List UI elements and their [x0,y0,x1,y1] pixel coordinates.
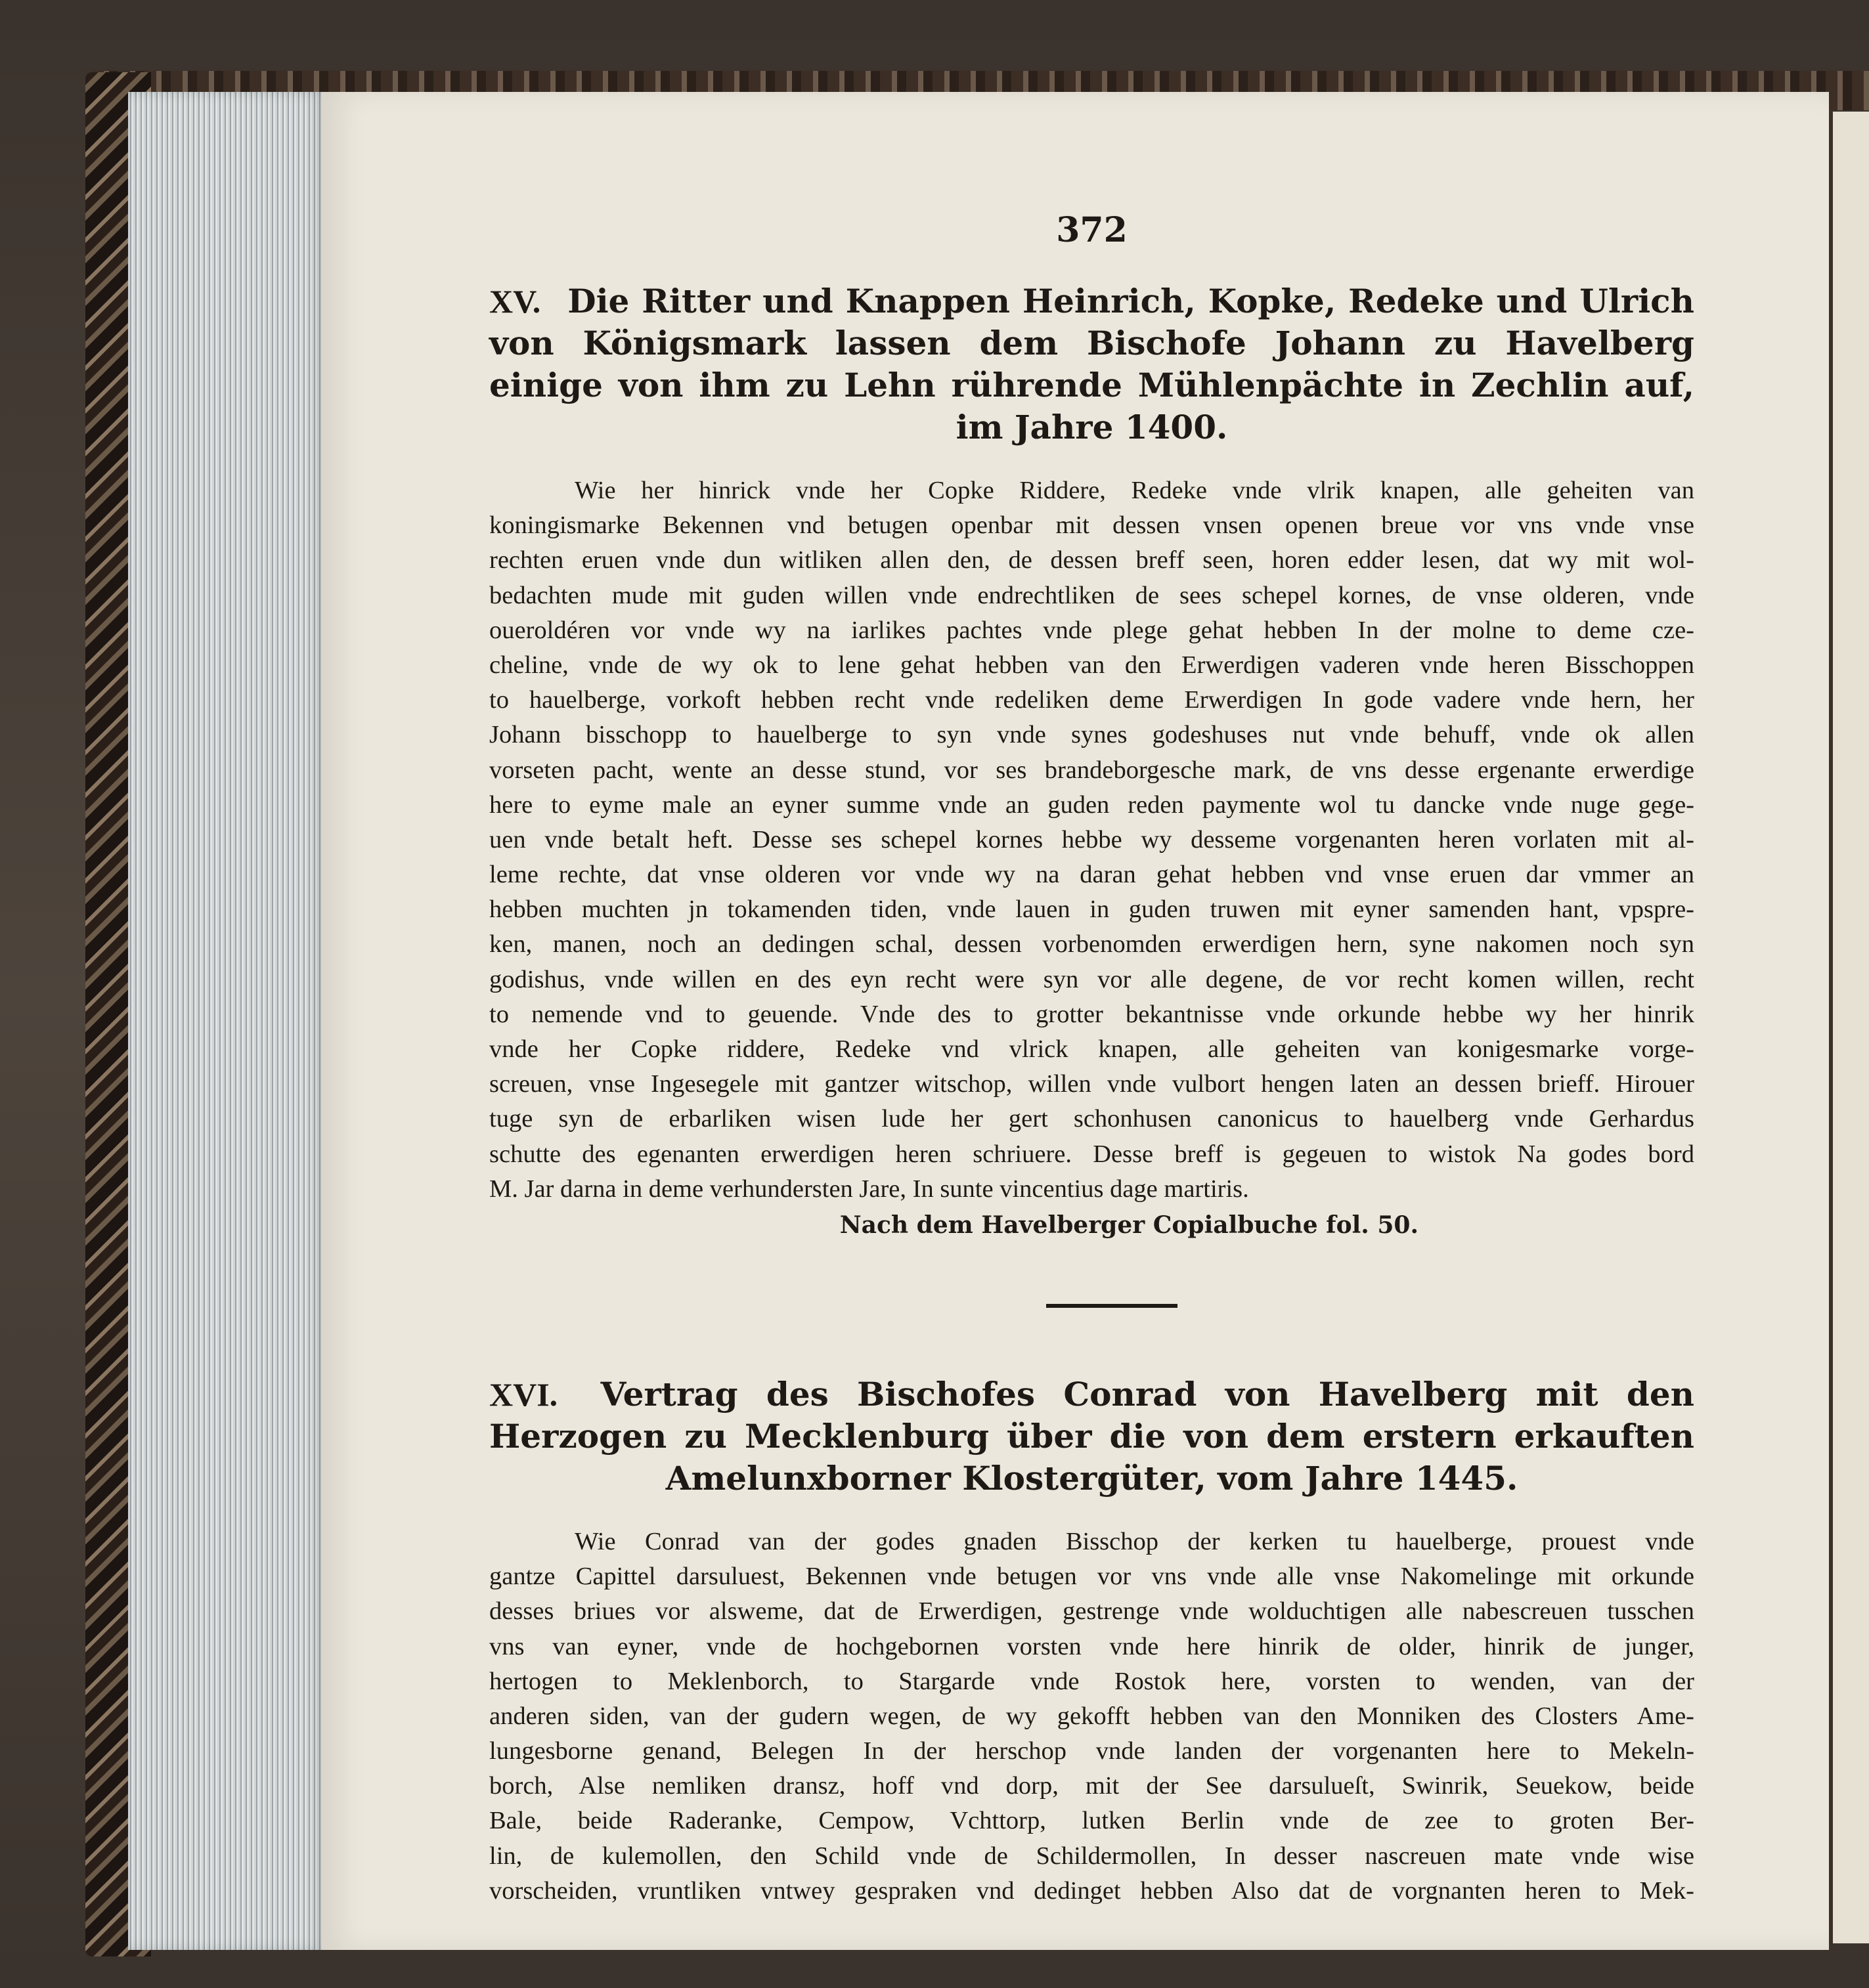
text-line: cheline, vnde de wy ok to lene gehat hebben van den Erwerdigen vaderen vnde heren Bisschoppen [489,651,1694,679]
text-line: screuen, vnse Ingesegele mit gantzer witschop, willen vnde vulbort hengen laten an dessen brieff. Hirouer [489,1070,1694,1098]
text-line: anderen siden, van der gudern wegen, de wy gekofft hebben van den Monniken des Closters Ame- [489,1702,1694,1730]
text-line: uen vnde betalt heft. Desse ses schepel kornes hebbe wy desseme vorgenanten heren vorlaten mit al- [489,825,1694,854]
page-block-edges [128,92,325,1950]
text-line: borch, Alse nemliken dransz, hoff vnd dorp, mit der See darsulueſt, Swinrik, Seuekow, beide [489,1772,1694,1800]
page-text [489,210,1694,1909]
text-line: lungesborne genand, Belegen In der herschop vnde landen der vorgenanten here to Mekeln- [489,1737,1694,1765]
section-divider [1046,1304,1177,1308]
source-citation: Nach dem Havelberger Copialbuche fol. 50. [839,1211,1418,1239]
section-body-xv [489,473,1694,1207]
text-line: gantze Capittel darsuluest, Bekennen vnde betugen vor vns vnde alle vnse Nakomelinge mit orkunde [489,1563,1694,1591]
section-title: Die Ritter und Knappen Heinrich, Kopke, Redeke und Ulrich von Königsmark lassen dem Bischofe Johann zu Havelberg einige von ihm zu Lehn rührende Mühlenpächte in Zechlin auf, im Jahre 1400. [489,282,1694,446]
text-line: rechten eruen vnde dun witliken allen den, de dessen breff seen, horen edder lesen, dat wy mit wol- [489,546,1694,574]
section-body-xvi [489,1524,1694,1909]
text-line: bedachten mude mit guden willen vnde endrechtliken de sees schepel kornes, de vnse olderen, vnde [489,581,1694,609]
section-numeral: XV. [489,283,541,320]
text-line: tuge syn de erbarliken wisen lude her gert schonhusen canonicus to hauelberg vnde Gerhardus [489,1105,1694,1133]
text-line: to hauelberge, vorkoft hebben recht vnde redeliken deme Erwerdigen In gode vadere vnde hern, her [489,686,1694,714]
section-title: Vertrag des Bischofes Conrad von Havelberg mit den Herzogen zu Mecklenburg über die von dem erstern erkauften Amelunxborner Klostergüter, vom Jahre 1445. [489,1374,1694,1498]
text-line: vorscheiden, vruntliken vntwey gespraken vnd dedinget hebben Also dat de vorgnanten heren to Mek- [489,1876,1694,1905]
text-line: here to eyme male an eyner summe vnde an guden reden paymente wol tu dancke vnde nuge gege- [489,790,1694,819]
text-line: oueroldéren vor vnde wy na iarlikes pachtes vnde plege gehat hebben In der molne to deme cze- [489,616,1694,644]
text-line: ken, manen, noch an dedingen schal, dessen vorbenomden erwerdigen hern, syne nakomen noch syn [489,930,1694,959]
text-line: vorseten pacht, wente an desse stund, vor ses brandeborgesche mark, de vns desse ergenante erwerdige [489,756,1694,784]
text-line: to nemende vnd to geuende. Vnde des to grotter bekantnisse vnde orkunde hebbe wy her hinrik [489,1000,1694,1028]
text-line: Johann bisschopp to hauelberge to syn vnde synes godeshuses nut vnde behuff, vnde ok allen [489,721,1694,749]
text-line: M. Jar darna in deme verhundersten Jare, In sunte vincentius dage martiris. [489,1175,1249,1203]
text-line: Bale, beide Raderanke, Cempow, Vchttorp, lutken Berlin vnde de zee to groten Ber- [489,1807,1694,1835]
page-number: 372 [1056,210,1128,250]
text-line: godishus, vnde willen en des eyn recht were syn vor alle degene, de vor recht komen willen, recht [489,965,1694,993]
facing-page-edge [1829,112,1869,1943]
text-line: hertogen to Meklenborch, to Stargarde vnde Rostok here, vorsten to wenden, van der [489,1667,1694,1695]
text-line: koningismarke Bekennen vnd betugen openbar mit dessen vnsen openen breue vor vns vnde vnse [489,511,1694,540]
text-line: lin, de kulemollen, den Schild vnde de Schildermollen, In desser nascreuen mate vnde wise [489,1842,1694,1870]
section-numeral: XVI. [489,1375,558,1413]
text-line: hebben muchten jn tokamenden tiden, vnde lauen in guden truwen mit eyner samenden hant, vpspre- [489,896,1694,924]
text-line: vnde her Copke riddere, Redeke vnd vlrick knapen, alle geheiten van konigesmarke vorge- [489,1035,1694,1063]
text-line: vns van eyner, vnde de hochgebornen vorsten vnde here hinrik de older, hinrik de junger, [489,1632,1694,1660]
section-heading-xvi [489,1373,1694,1500]
text-line: leme rechte, dat vnse olderen vor vnde wy na daran gehat hebben vnd vnse eruen dar vmmer an [489,861,1694,889]
text-line: desses briues vor alsweme, dat de Erwerdigen, gestrenge vnde wolduchtigen alle nabescreuen tusschen [489,1597,1694,1626]
text-line: Wie her hinrick vnde her Copke Riddere, Redeke vnde vlrik knapen, alle geheiten van [575,477,1694,504]
section-heading-xv [489,280,1694,448]
text-line: schutte des egenanten erwerdigen heren schriuere. Desse breff is gegeuen to wistok Na godes bord [489,1140,1694,1168]
text-line: Wie Conrad van der godes gnaden Bisschop der kerken tu hauelberge, prouest vnde [575,1527,1694,1555]
